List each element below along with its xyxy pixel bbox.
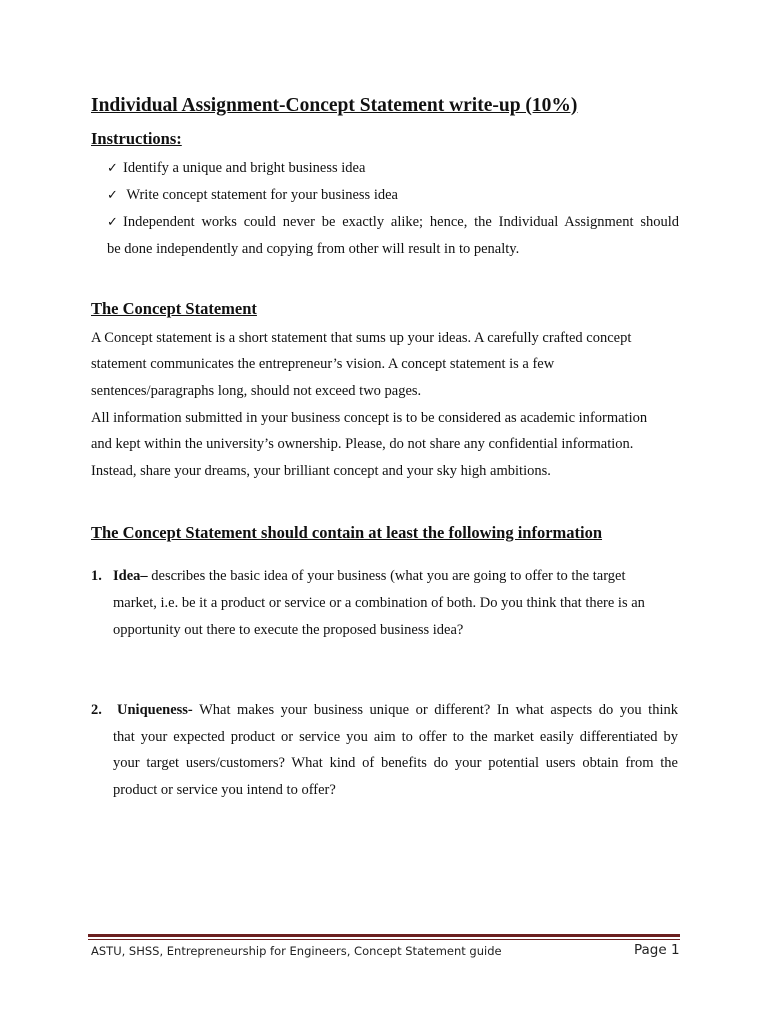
list-number: 2.	[91, 702, 102, 718]
paragraph-line: statement communicates the entrepreneur’s vision. A concept statement is a few	[91, 356, 555, 372]
instructions-heading: Instructions:	[91, 129, 182, 148]
footer-text: ASTU, SHSS, Entrepreneurship for Engineers, Concept Statement guide	[91, 944, 502, 958]
list-item-line: product or service you intend to offer?	[113, 782, 336, 798]
footer-rule	[88, 934, 680, 937]
list-item-term: Idea–	[113, 568, 148, 584]
contents-heading: The Concept Statement should contain at least the following information	[91, 523, 603, 542]
concept-statement-heading: The Concept Statement	[91, 299, 257, 318]
paragraph-line: Instead, share your dreams, your brilliant concept and your sky high ambitions.	[91, 463, 551, 479]
list-item-line: market, i.e. be it a product or service or a combination of both. Do you think that there is an	[113, 595, 645, 611]
instruction-item-continued: be done independently and copying from other will result in to penalty.	[107, 241, 520, 257]
list-item-line: opportunity out there to execute the proposed business idea?	[113, 622, 464, 638]
paragraph-line: and kept within the university’s ownership. Please, do not share any confidential information.	[91, 436, 634, 452]
instruction-item: ✓ Identify a unique and bright business idea	[107, 160, 366, 176]
instruction-item: ✓ Write concept statement for your business idea	[107, 187, 398, 203]
document-title: Individual Assignment-Concept Statement write-up (10%)	[91, 95, 578, 116]
list-item-term: Uniqueness-	[117, 702, 193, 718]
list-number: 1.	[91, 568, 102, 584]
paragraph-line: All information submitted in your business concept is to be considered as academic information	[91, 410, 648, 426]
checkmark-icon: ✓	[107, 160, 118, 175]
paragraph-line: sentences/paragraphs long, should not exceed two pages.	[91, 383, 422, 399]
list-item-line: that your expected product or service you aim to offer to the market easily differentiated by	[113, 729, 678, 745]
list-item: Uniqueness- What makes your business unique or different? In what aspects do you think	[117, 702, 678, 718]
page-number: Page 1	[634, 942, 680, 958]
instruction-item: ✓ Independent works could never be exactly alike; hence, the Individual Assignment should	[107, 214, 679, 230]
checkmark-icon: ✓	[107, 187, 118, 202]
paragraph-line: A Concept statement is a short statement that sums up your ideas. A carefully crafted concept	[91, 330, 632, 346]
list-item: Idea– describes the basic idea of your business (what you are going to offer to the target	[113, 568, 626, 584]
checkmark-icon: ✓	[107, 214, 118, 229]
list-item-line: your target users/customers? What kind of benefits do your potential users obtain from the	[113, 755, 678, 771]
footer-rule-thin	[88, 939, 680, 940]
